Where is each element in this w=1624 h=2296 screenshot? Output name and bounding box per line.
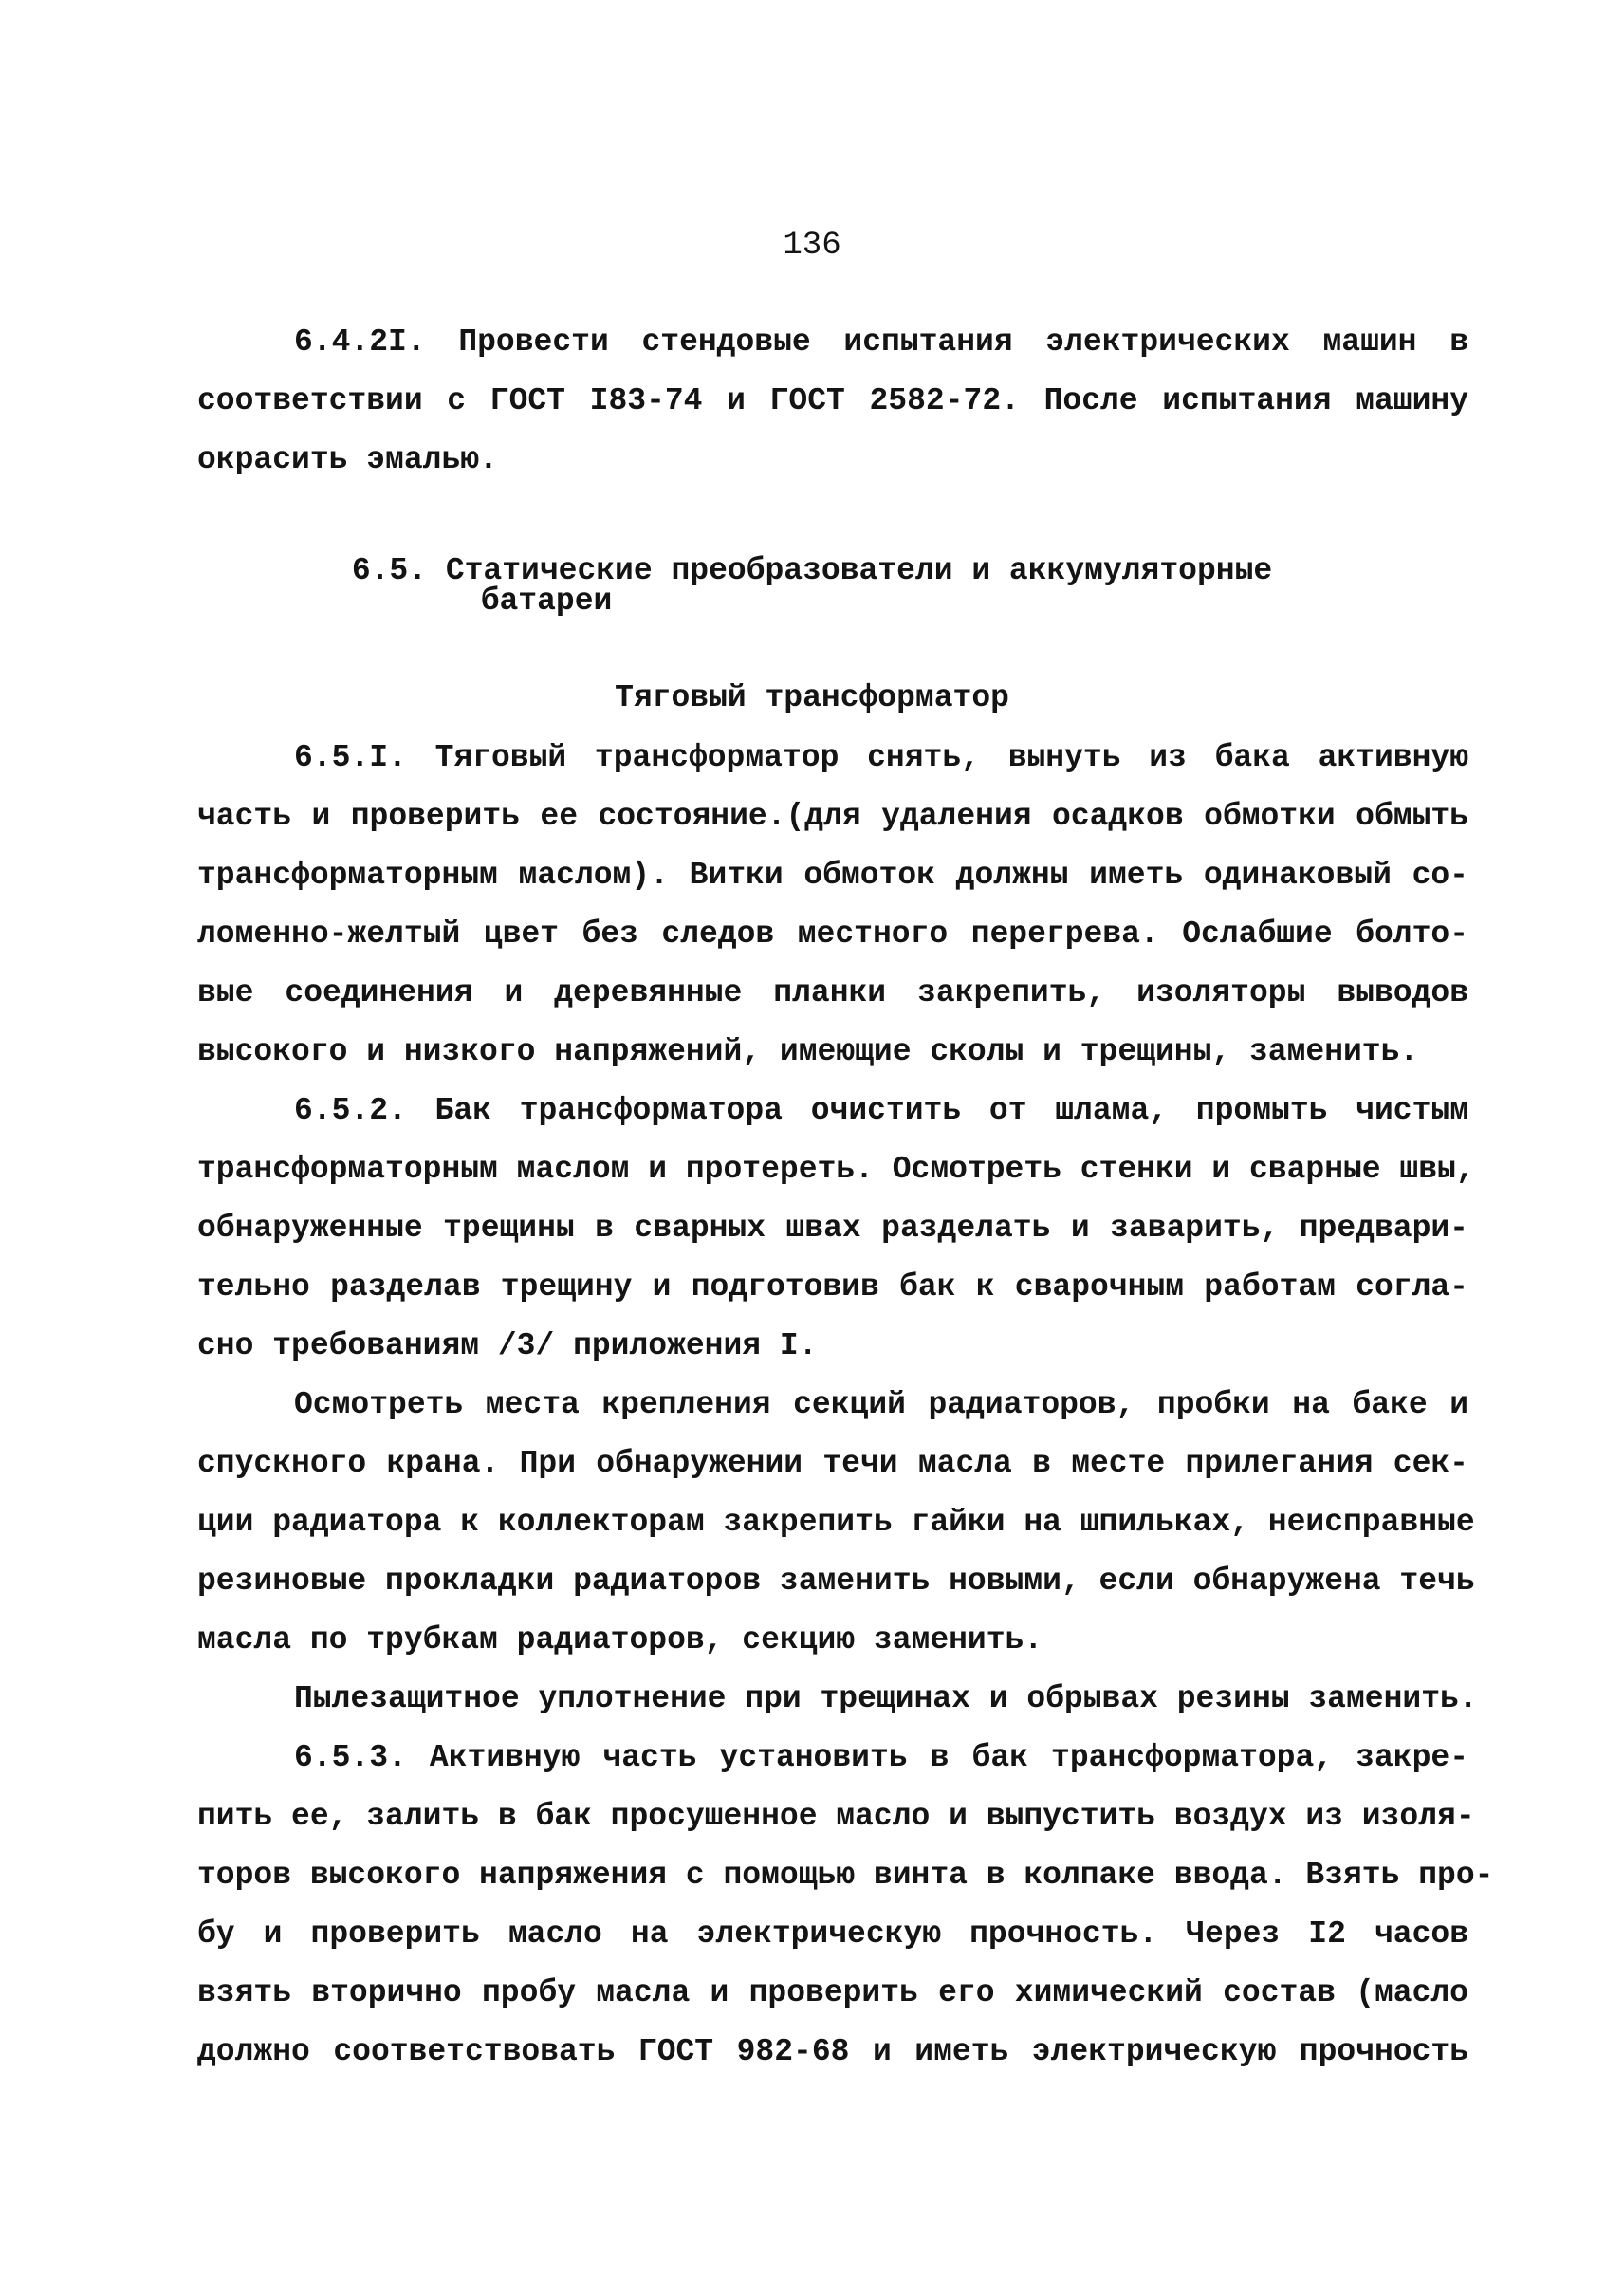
text-line: спускного крана. При обнаружении течи масла в месте прилегания сек-	[197, 1446, 1468, 1481]
section-heading-continuation: батареи	[480, 583, 613, 619]
section-body	[197, 729, 1494, 2082]
section-heading: 6.5. Статические преобразователи и аккумуляторные	[351, 553, 1273, 588]
text-line: ции радиатора к коллекторам закрепить гайки на шпильках, неисправные	[197, 1505, 1475, 1540]
text-line: 6.4.2I. Провести стендовые испытания электрических машин в	[294, 324, 1468, 360]
text-line: Осмотреть места крепления секций радиаторов, пробки на баке и	[294, 1387, 1468, 1422]
text-line: соответствии с ГОСТ I83-74 и ГОСТ 2582-72. После испытания машину	[197, 383, 1468, 418]
text-line: вые соединения и деревянные планки закрепить, изоляторы выводов	[197, 975, 1468, 1010]
text-line: 6.5.I. Тяговый трансформатор снять, вынуть из бака активную	[294, 740, 1468, 775]
text-line: трансформаторным маслом и протереть. Осмотреть стенки и сварные швы,	[197, 1152, 1475, 1187]
text-line: бу и проверить масло на электрическую прочность. Через I2 часов	[197, 1916, 1468, 1952]
text-line: ломенно-желтый цвет без следов местного перегрева. Ослабшие болто-	[197, 917, 1468, 952]
text-line: 6.5.2. Бак трансформатора очистить от шлама, промыть чистым	[294, 1093, 1468, 1128]
text-line: 6.5.3. Активную часть установить в бак трансформатора, закре-	[294, 1740, 1468, 1775]
text-line: окрасить эмалью.	[197, 442, 498, 477]
text-line: сно требованиям /3/ приложения I.	[197, 1328, 818, 1363]
text-line: тельно разделав трещину и подготовив бак к сварочным работам согла-	[197, 1269, 1468, 1305]
text-line: пить ее, залить в бак просушенное масло и выпустить воздух из изоля-	[197, 1799, 1475, 1834]
text-line: высокого и низкого напряжений, имеющие сколы и трещины, заменить.	[197, 1034, 1419, 1069]
text-line: трансформаторным маслом). Витки обмоток должны иметь одинаковый со-	[197, 858, 1468, 893]
text-line: торов высокого напряжения с помощью винта в колпаке ввода. Взять про-	[197, 1858, 1494, 1893]
text-line: Пылезащитное уплотнение при трещинах и обрывах резины заменить.	[294, 1681, 1478, 1716]
text-line: масла по трубкам радиаторов, секцию заменить.	[197, 1622, 1043, 1657]
page-number: 136	[783, 228, 841, 264]
subsection-heading: Тяговый трансформатор	[615, 680, 1009, 715]
text-line: взять вторично пробу масла и проверить его химический состав (масло	[197, 1975, 1468, 2010]
paragraph-6-4-21	[197, 313, 1468, 490]
text-line: должно соответствовать ГОСТ 982-68 и иметь электрическую прочность	[197, 2034, 1468, 2069]
text-line: часть и проверить ее состояние.(для удаления осадков обмотки обмыть	[197, 799, 1468, 834]
text-line: обнаруженные трещины в сварных швах разделать и заварить, предвари-	[197, 1211, 1468, 1246]
text-line: резиновые прокладки радиаторов заменить новыми, если обнаружена течь	[197, 1564, 1475, 1599]
